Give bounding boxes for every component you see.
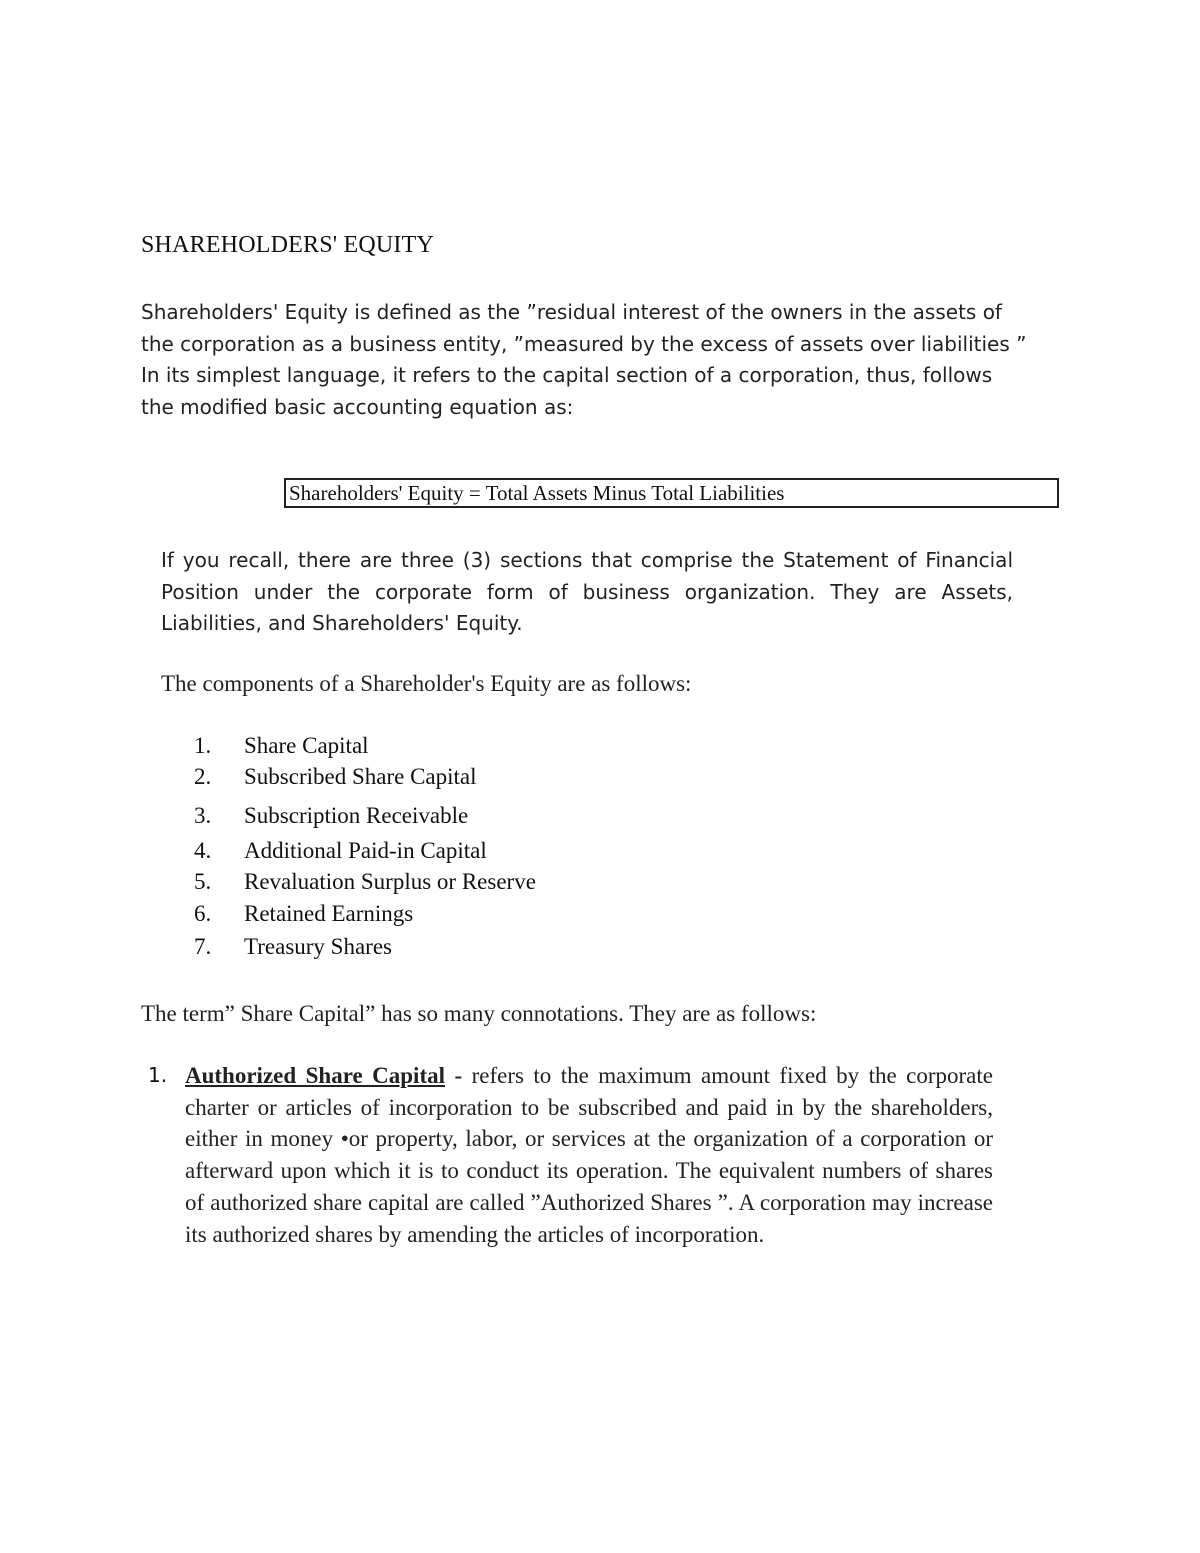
list-item-number: 5. (194, 869, 212, 894)
list-item-label: Subscribed Share Capital (244, 764, 477, 789)
list-item-number: 6. (194, 901, 212, 926)
definition-text: refers to the maximum amount fixed by the corporate charter or articles of incorporation to be subscribed and paid in by the shareholders, either in money •or property, labor, or services at the organization of a corporation or afterward upon which it is to conduct its operation. The equivalent numbers of shares of authorized share capital are called ”Authorized Shares ”. A corporation may increase its authorized shares by amending the articles of incorporation. (185, 1063, 993, 1247)
definition-dash: - (454, 1063, 463, 1088)
recall-paragraph: If you recall, there are three (3) sections that comprise the Statement of Financial Position under the corporate form of business organization. They are Assets, Liabilities, and Shareholders' Equity. (161, 548, 1013, 635)
list-item-label: Share Capital (244, 733, 369, 758)
list-item-label: Additional Paid-in Capital (244, 838, 487, 863)
page-title: SHAREHOLDERS' EQUITY (141, 232, 434, 258)
list-item-label: Subscription Receivable (244, 803, 469, 828)
definition-term: Authorized Share Capital (185, 1063, 445, 1088)
components-intro: The components of a Shareholder's Equity are as follows: (161, 671, 692, 696)
list-item-label: Revaluation Surplus or Reserve (244, 869, 536, 894)
list-item-label: Retained Earnings (244, 901, 414, 926)
list-item-label: Treasury Shares (244, 934, 392, 959)
list-item-number: 4. (194, 838, 212, 863)
list-item-number: 3. (194, 803, 212, 828)
definition-number: 1. (148, 1063, 168, 1087)
list-item-number: 1. (194, 733, 212, 758)
equation-box: Shareholders' Equity = Total Assets Minus Total Liabilities (284, 478, 1059, 508)
intro-paragraph: Shareholders' Equity is defined as the ”residual interest of the owners in the assets of the corporation as a business entity, ”measured by the excess of assets over liabilities ” In its simplest language, it refers to the capital section of a corporation, thus, follows the modified basic accounting equation as: (141, 300, 1027, 419)
list-item-number: 7. (194, 934, 212, 959)
term-intro: The term” Share Capital” has so many connotations. They are as follows: (141, 1001, 817, 1026)
definition-paragraph (185, 1060, 993, 1250)
list-item-number: 2. (194, 764, 212, 789)
